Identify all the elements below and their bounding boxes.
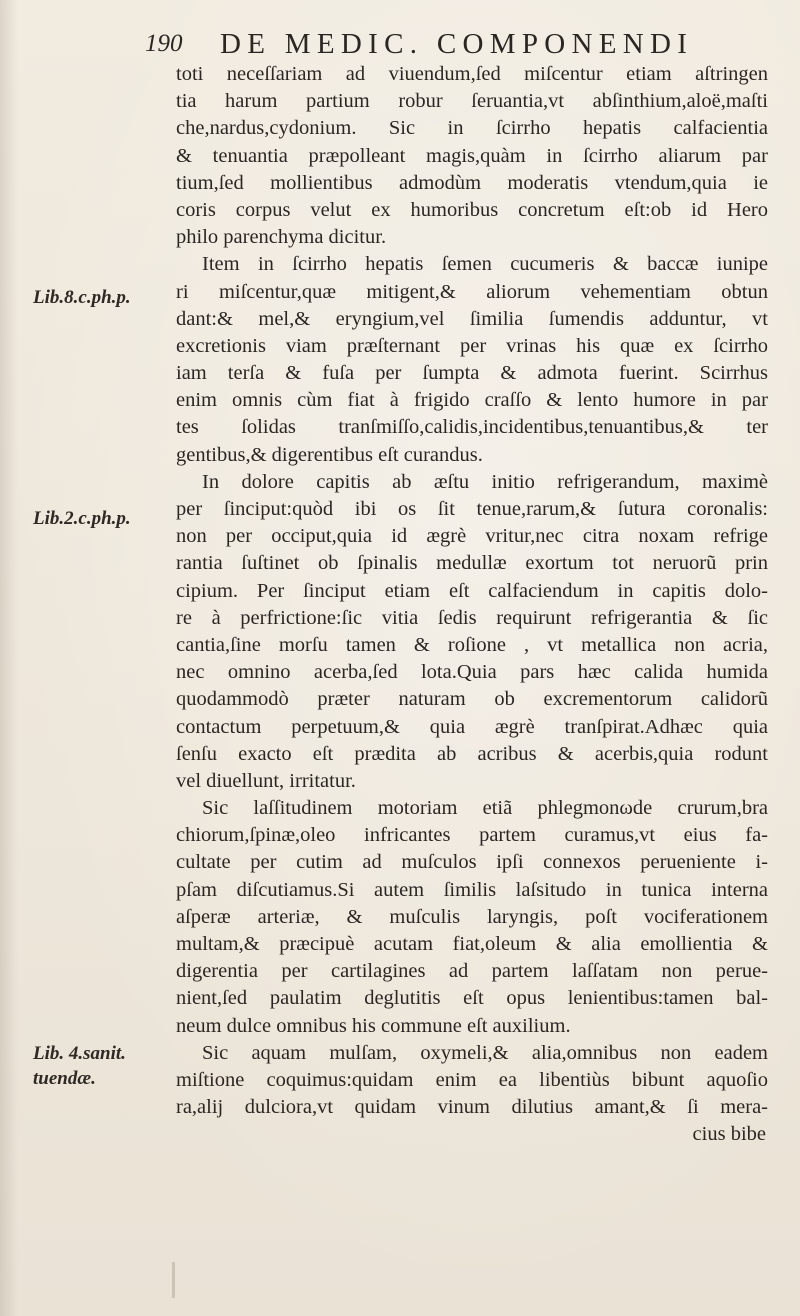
text-line: gentibus,& digerentibus eſt curandus. [176,443,483,466]
text-line: nec omnino acerba,ſed lota.Quia pars hæc calida humida [176,661,768,684]
text-line: per ſinciput:quòd ibi os ſit tenue,rarum,& ſutura coronalis: [176,498,768,520]
text-line: chiorum,ſpinæ,oleo infricantes partem curamus,vt eius fa- [176,824,768,847]
text-line: quodammodò præter naturam ob excrementorum calidorũ [176,688,768,711]
text-line: tes ſolidas tranſmiſſo,calidis,incidentibus,tenuantibus,& ter [176,416,768,439]
text-line: philo parenchyma dicitur. [176,226,387,249]
text-line: Sic laſſitudinem motoriam etiã phlegmonωde crurum,bra [202,797,768,820]
text-line: digerentia per cartilagines ad partem laſſatam non perue- [176,960,768,983]
text-line: iam terſa & fuſa per ſumpta & admota fuerint. Scirrhus [176,362,768,385]
running-head: DE MEDIC. COMPONENDI [220,28,694,60]
text-line: non per occiput,quia id ægrè vritur,nec citra noxam refrige [176,525,768,548]
body-text [176,61,768,1149]
text-line: rantia ſuſtinet ob ſpinalis medullæ exortum tot neruorũ prin [176,552,768,575]
text-line: coris corpus velut ex humoribus concretum eſt:ob id Hero [176,198,768,221]
text-line: pſam diſcutiamus.Si autem ſimilis laſsitudo in tunica interna [176,878,768,901]
text-line: tia harum partium robur ſeruantia,vt abſinthium,aloë,maſti [176,90,768,113]
text-line: nient,ſed paulatim deglutitis eſt opus lenientibus:tamen bal- [176,987,768,1010]
margin-note: tuendæ. [33,1068,96,1089]
text-line: cipium. Per ſinciput etiam eſt calfaciendum in capitis dolo- [176,579,768,602]
text-line: neum dulce omnibus his commune eſt auxilium. [176,1014,571,1037]
text-line: cultate per cutim ad muſculos ipſi connexos perueniente i- [176,851,768,874]
text-line: In dolore capitis ab æſtu initio refrigerandum, maximè [202,470,768,493]
text-line: miſtione coquimus:quidam enim ea libentiùs bibunt aquoſio [176,1068,768,1091]
gutter-shadow [0,0,18,1316]
text-line: cantia,ſine morſu tamen & roſione , vt metallica non acria, [176,633,768,656]
text-line: aſperæ arteriæ, & muſculis laryngis, poſt vociferationem [176,905,768,928]
text-line: tium,ſed mollientibus admodùm moderatis vtendum,quia ie [176,171,768,194]
margin-note: Lib. 4.sanit. [33,1043,126,1064]
page-number: 190 [145,30,183,57]
text-line: excretionis viam præſternant per vrinas his quæ ex ſcirrho [176,334,768,357]
margin-note: Lib.8.c.ph.p. [33,287,131,308]
margin-note: Lib.2.c.ph.p. [33,508,131,529]
text-line: ſenſu exacto eſt prædita ab acribus & acerbis,quia rodunt [176,742,768,765]
text-line: Item in ſcirrho hepatis ſemen cucumeris & baccæ iunipe [202,253,768,276]
text-line: ri miſcentur,quæ mitigent,& aliorum vehementiam obtun [176,280,768,303]
text-line: contactum perpetuum,& quia ægrè tranſpirat.Adhæc quia [176,715,768,738]
text-line: & tenuantia præpolleant magis,quàm in ſcirrho aliarum par [176,144,768,167]
text-line: re à perfrictione:ſic vitia ſedis requirunt refrigerantia & ſic [176,606,768,629]
text-line: che,nardus,cydonium. Sic in ſcirrho hepatis calfacientia [176,117,768,140]
text-line: Sic aquam mulſam, oxymeli,& alia,omnibus non eadem [202,1041,768,1064]
text-line: enim omnis cùm fiat à frigido craſſo & lento humore in par [176,389,768,412]
text-line: multam,& præcipuè acutam fiat,oleum & alia emollientia & [176,933,768,955]
text-line: ra,alij dulciora,vt quidam vinum dilutius amant,& ſi mera- [176,1096,768,1119]
text-line: dant:& mel,& eryngium,vel ſimilia ſumendis adduntur, vt [176,307,768,330]
page-header [145,28,745,62]
binding-mark [172,1262,175,1298]
catchword: cius bibe [692,1123,766,1146]
text-line: toti neceſſariam ad viuendum,ſed miſcentur etiam aſtringen [176,63,768,85]
text-line: vel diuellunt, irritatur. [176,769,356,792]
